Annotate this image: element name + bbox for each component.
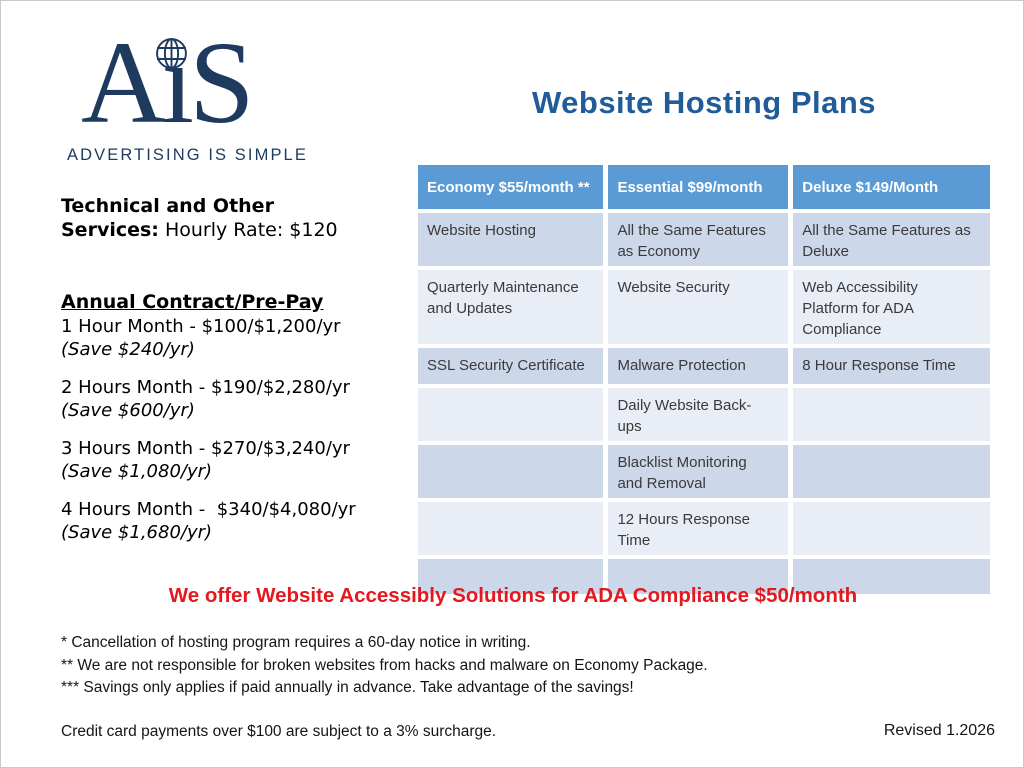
contract-price-line: 1 Hour Month - $100/$1,200/yr: [61, 316, 341, 337]
footnote-savings: *** Savings only applies if paid annually in advance. Take advantage of the savings!: [61, 679, 634, 696]
logo-letter-i: ı: [161, 17, 190, 148]
table-cell: Daily Website Back-ups: [608, 388, 788, 441]
contract-price-line: 4 Hours Month - $340/$4,080/yr: [61, 499, 356, 520]
table-row: [418, 388, 990, 441]
logo-letter-s: S: [189, 17, 250, 148]
table-row: [418, 213, 990, 266]
annual-contract-heading: Annual Contract/Pre-Pay: [61, 291, 324, 313]
surcharge-note: Credit card payments over $100 are subject to a 3% surcharge.: [61, 723, 497, 740]
table-cell: [418, 502, 603, 555]
table-cell: [793, 502, 990, 555]
table-cell: Website Hosting: [418, 213, 603, 266]
globe-icon: [155, 37, 188, 70]
hourly-rate-value: Hourly Rate: $120: [158, 219, 338, 241]
table-cell: Malware Protection: [608, 348, 788, 384]
table-cell: [418, 445, 603, 498]
footnote-economy-disclaimer: ** We are not responsible for broken websites from hacks and malware on Economy Package.: [61, 656, 708, 674]
table-cell: All the Same Features as Economy: [608, 213, 788, 266]
table-row: [418, 502, 990, 555]
contract-item-4hours: [61, 499, 406, 544]
table-cell: Website Security: [608, 270, 788, 344]
column-header-economy: Economy $55/month **: [418, 165, 603, 209]
footnote-cancellation: * Cancellation of hosting program requires a 60-day notice in writing.: [61, 634, 531, 651]
contract-savings-line: (Save $1,680/yr): [61, 521, 213, 543]
contract-item-3hours: [61, 438, 406, 483]
table-cell: [793, 388, 990, 441]
logo-letter-a: A: [81, 17, 162, 148]
page-title: Website Hosting Plans: [531, 85, 877, 120]
contract-item-1hour: [61, 316, 406, 361]
logo-tagline: ADVERTISING IS SIMPLE: [67, 146, 308, 164]
ais-logo-letters: [67, 17, 297, 148]
services-heading-line1: Technical and Other: [61, 195, 274, 217]
table-row: [418, 348, 990, 384]
technical-services-block: [61, 194, 401, 242]
annual-contract-block: [61, 291, 406, 560]
table-cell: 12 Hours Response Time: [608, 502, 788, 555]
footnotes-block: [61, 632, 821, 700]
contract-price-line: 2 Hours Month - $190/$2,280/yr: [61, 377, 350, 398]
ais-logo: [67, 17, 308, 165]
services-label: Services:: [61, 219, 159, 241]
table-cell: Quarterly Maintenance and Updates: [418, 270, 603, 344]
table-row: [418, 270, 990, 344]
table-cell: 8 Hour Response Time: [793, 348, 990, 384]
contract-item-2hours: [61, 377, 406, 422]
contract-price-line: 3 Hours Month - $270/$3,240/yr: [61, 438, 350, 459]
table-cell: Web Accessibility Platform for ADA Compliance: [793, 270, 990, 344]
revision-date: Revised 1.2026: [883, 722, 995, 739]
table-header-row: [418, 165, 990, 209]
table-cell: Blacklist Monitoring and Removal: [608, 445, 788, 498]
hosting-plans-table: [413, 161, 995, 598]
ada-compliance-banner: We offer Website Accessibly Solutions for ADA Compliance $50/month: [168, 584, 858, 607]
table-cell: [418, 388, 603, 441]
column-header-essential: Essential $99/month: [608, 165, 788, 209]
contract-savings-line: (Save $1,080/yr): [61, 460, 213, 482]
contract-savings-line: (Save $600/yr): [61, 399, 195, 421]
table-cell: SSL Security Certificate: [418, 348, 603, 384]
column-header-deluxe: Deluxe $149/Month: [793, 165, 990, 209]
services-heading-line2: [61, 218, 401, 242]
table-cell: [793, 445, 990, 498]
contract-savings-line: (Save $240/yr): [61, 338, 195, 360]
table-row: [418, 445, 990, 498]
table-cell: All the Same Features as Deluxe: [793, 213, 990, 266]
